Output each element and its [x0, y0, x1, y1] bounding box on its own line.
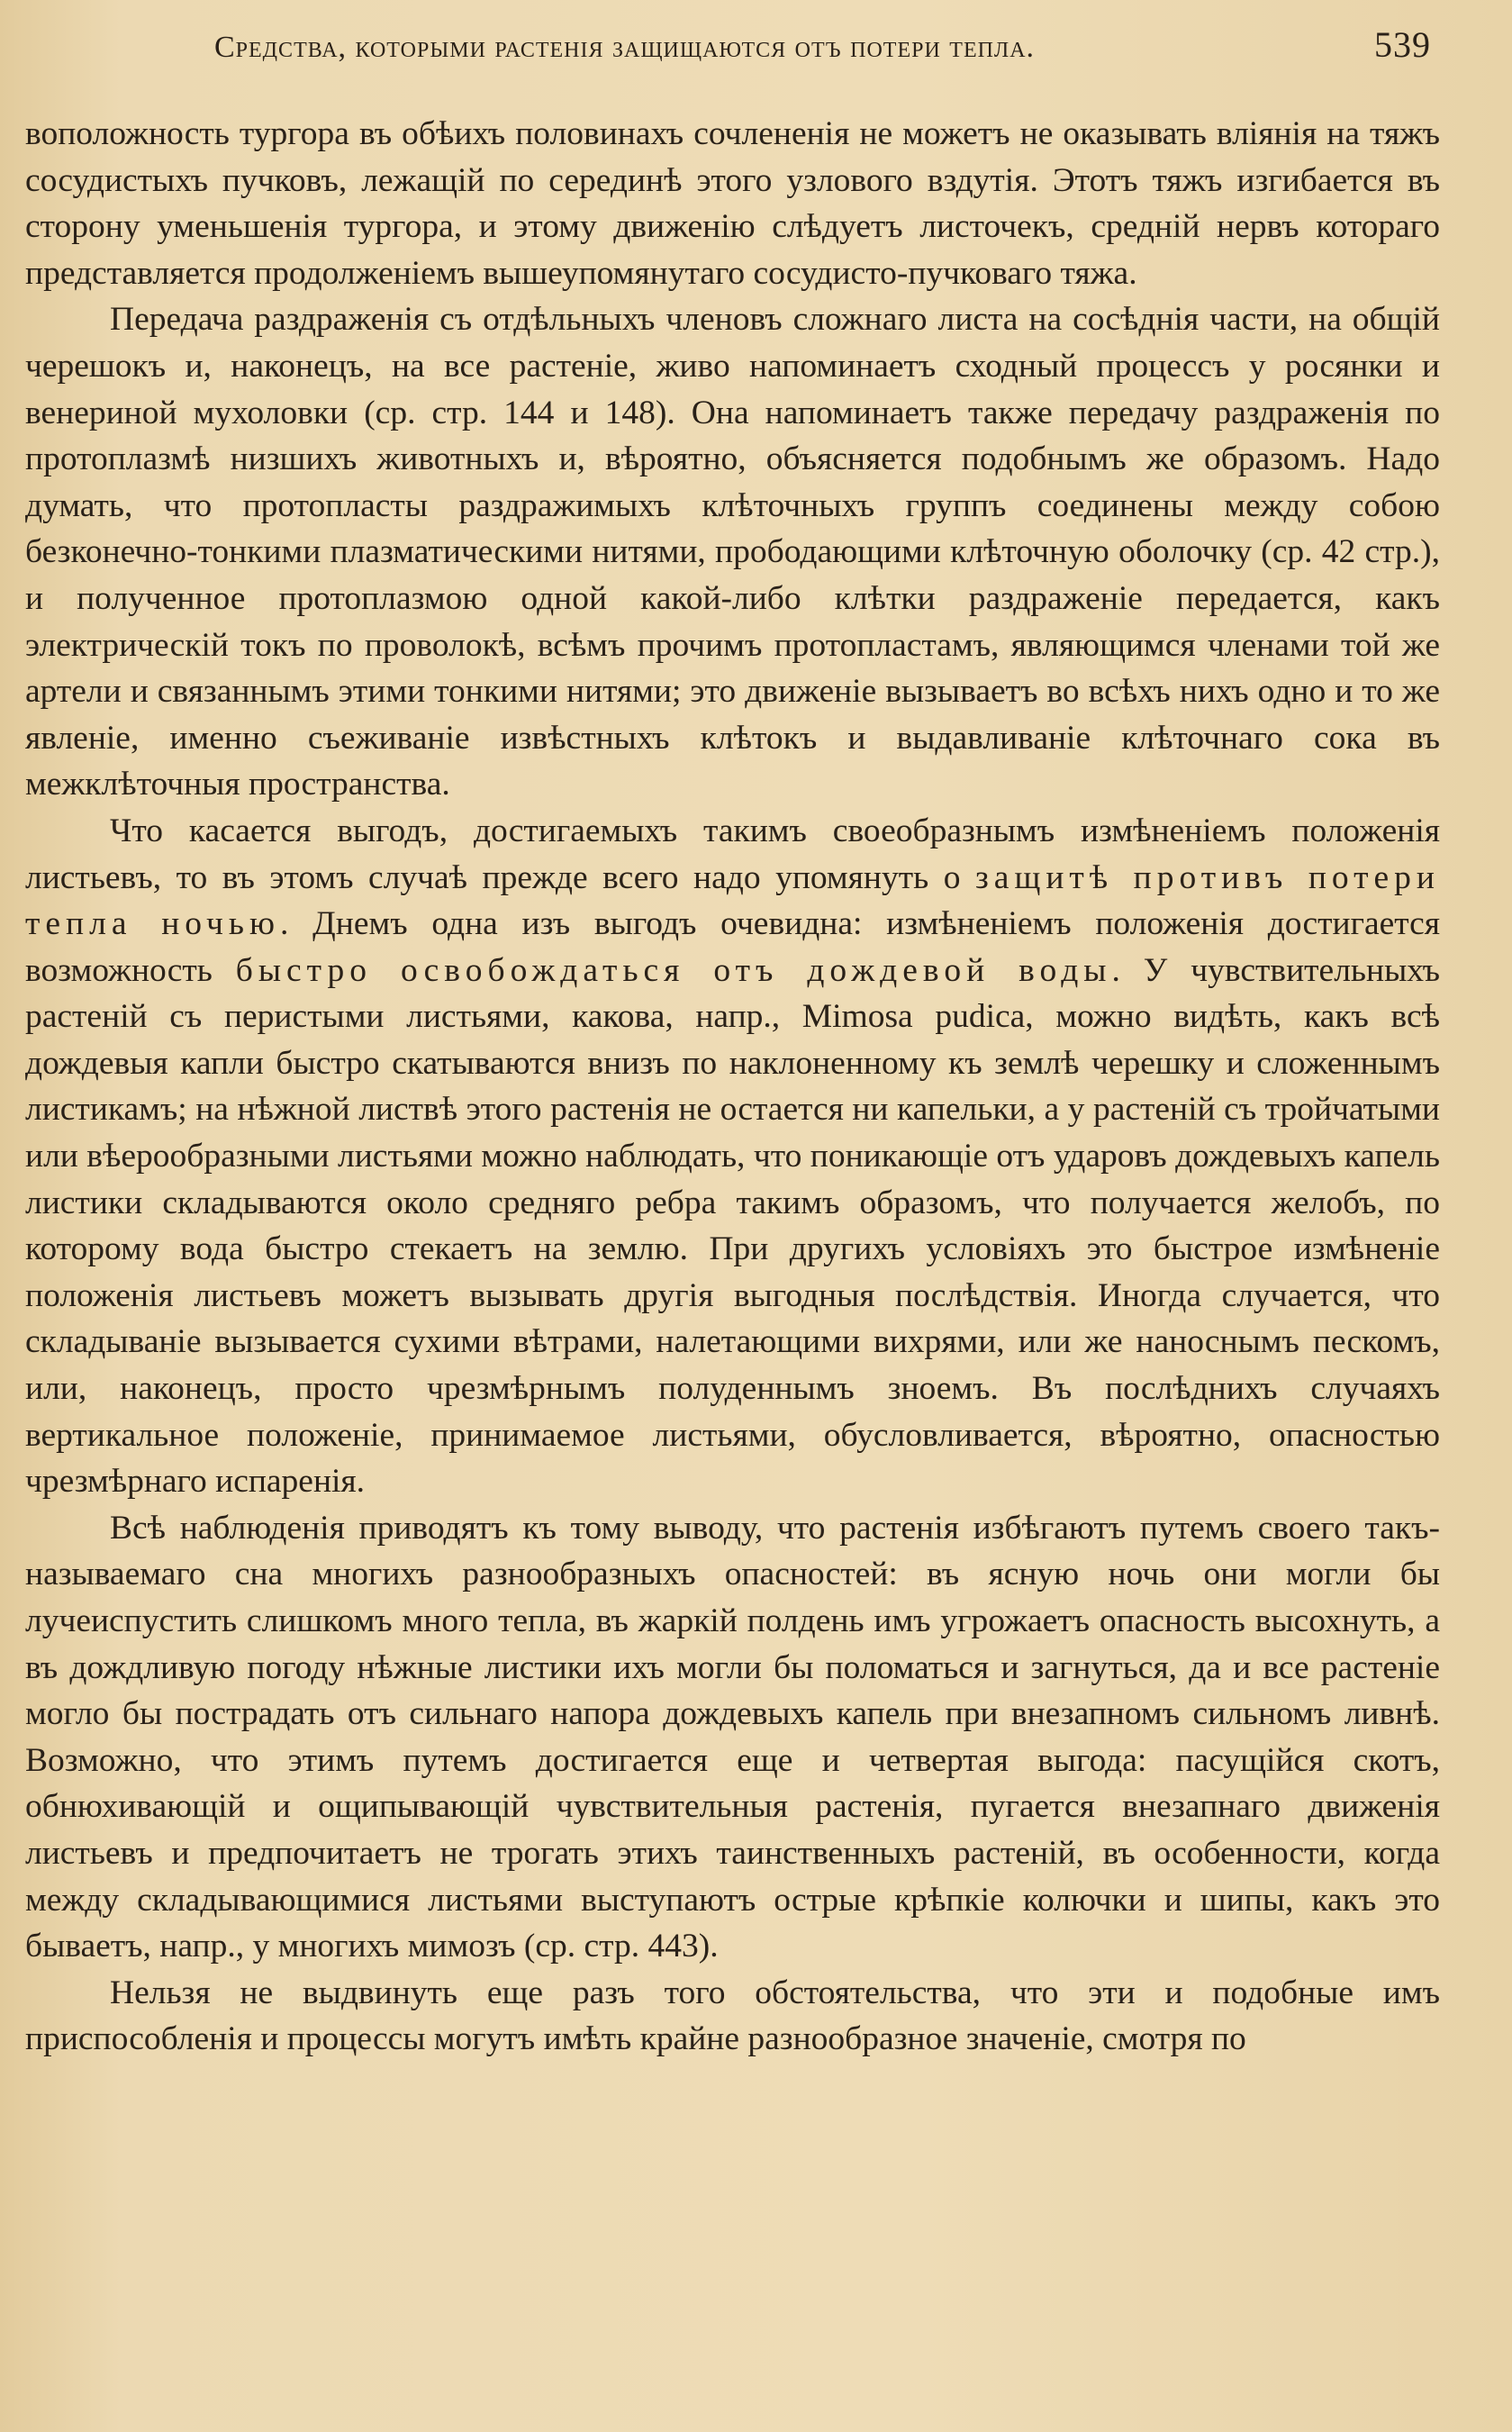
- running-title: Средства, которыми растенія защищаются отъ потери тепла.: [214, 31, 1036, 64]
- text-run: воположность тургора въ обѣихъ половинахъ сочлененія не можетъ не оказывать вліянія на тяжъ сосудистыхъ пучковъ, лежащій по серединѣ этого узлового вздутія. Этотъ тяжъ изгибается въ сторону уменьшенія тургора, и этому движенію слѣдуетъ листочекъ, средній нервъ котораго представляется продолженіемъ вышеупомянутаго сосудисто-пучковаго тяжа.: [25, 115, 1440, 292]
- paragraph: [25, 808, 1440, 1505]
- body-text: [25, 111, 1440, 2063]
- paragraph: [25, 296, 1440, 808]
- text-run: . У чувствительныхъ растеній съ перистыми листьями, какова, напр., Mimosa pudica, можно видѣть, какъ всѣ дождевыя капли быстро скатываются внизъ по наклоненному къ землѣ черешку и сложеннымъ листикамъ; на нѣжной листвѣ этого растенія не остается ни капельки, а у растеній съ тройчатыми или вѣерообразными листьями можно наблюдать, что поникающіе отъ ударовъ дождевыхъ капель листики складываются около средняго ребра такимъ образомъ, что получается желобъ, по которому вода быстро стекаетъ на землю. При другихъ условіяхъ это быстрое измѣненіе положенія листьевъ можетъ вызывать другія выгодныя послѣдствія. Иногда случается, что складываніе вызывается сухими вѣтрами, налетающими вихрями, или же наноснымъ пескомъ, или, наконецъ, просто чрезмѣрнымъ полуденнымъ зноемъ. Въ послѣднихъ случаяхъ вертикальное положеніе, принимаемое листьями, обусловливается, вѣроятно, опасностью чрезмѣрнаго испаренія.: [25, 951, 1440, 1501]
- paragraph: [25, 111, 1440, 296]
- emphasized-text: быстро освобождаться отъ дождевой воды: [235, 951, 1112, 989]
- text-run: Передача раздраженія съ отдѣльныхъ членовъ сложнаго листа на сосѣднія части, на общій черешокъ и, наконецъ, на все растеніе, живо напоминаетъ сходный процессъ у росянки и венериной мухоловки (ср. стр. 144 и 148). Она напоминаетъ также передачу раздраженія по протоплазмѣ низшихъ животныхъ и, вѣроятно, объясняется подобнымъ же образомъ. Надо думать, что протопласты раздражимыхъ клѣточныхъ группъ соединены между собою безконечно-тонкими плазматическими нитями, прободающими клѣточную оболочку (ср. 42 стр.), и полученное протоплазмою одной какой-либо клѣтки раздраженіе передается, какъ электрическій токъ по проволокѣ, всѣмъ прочимъ протопластамъ, являющимся членами той же артели и связаннымъ этими тонкими нитями; это движеніе вызываетъ во всѣхъ нихъ одно и то же явленіе, именно съеживаніе извѣстныхъ клѣтокъ и выдавливаніе клѣточнаго сока въ межклѣточныя пространства.: [25, 301, 1440, 803]
- emphasized-text: защитѣ противъ потери тепла ночью: [25, 858, 1441, 943]
- text-run: Нельзя не выдвинуть еще разъ того обстоятельства, что эти и подобные имъ приспособленія и процессы могутъ имѣть крайне разнообразное значеніе, смотря по: [25, 1974, 1440, 2058]
- paragraph: [25, 1505, 1440, 1970]
- text-run: Что касается выгодъ, достигаемыхъ такимъ своеобразнымъ измѣненіемъ положенія листьевъ, то въ этомъ случаѣ прежде всего надо упомянуть о: [25, 812, 1440, 896]
- text-run: . Днемъ одна изъ выгодъ очевидна: измѣненіемъ положенія достигается возможность: [25, 905, 1441, 989]
- page-number: 539: [1374, 24, 1431, 65]
- running-head: [25, 23, 1440, 66]
- text-run: Всѣ наблюденія приводятъ къ тому выводу, что растенія избѣгаютъ путемъ своего такъ-называемаго сна многихъ разнообразныхъ опасностей: въ ясную ночь они могли бы лучеиспустить слишкомъ много тепла, въ жаркій полдень имъ угрожаетъ опасность высохнуть, а въ дождливую погоду нѣжные листики ихъ могли бы поломаться и загнуться, да и все растеніе могло бы пострадать отъ сильнаго напора дождевыхъ капель при внезапномъ сильномъ ливнѣ. Возможно, что этимъ путемъ достигается еще и четвертая выгода: пасущійся скотъ, обнюхивающій и ощипывающій чувствительныя растенія, пугается внезапнаго движенія листьевъ и предпочитаетъ не трогать этихъ таинственныхъ растеній, въ особенности, когда между складывающимися листьями выступаютъ острые крѣпкіе колючки и шипы, какъ это бываетъ, напр., у многихъ мимозъ (ср. стр. 443).: [25, 1509, 1440, 1965]
- paragraph: [25, 1970, 1440, 2063]
